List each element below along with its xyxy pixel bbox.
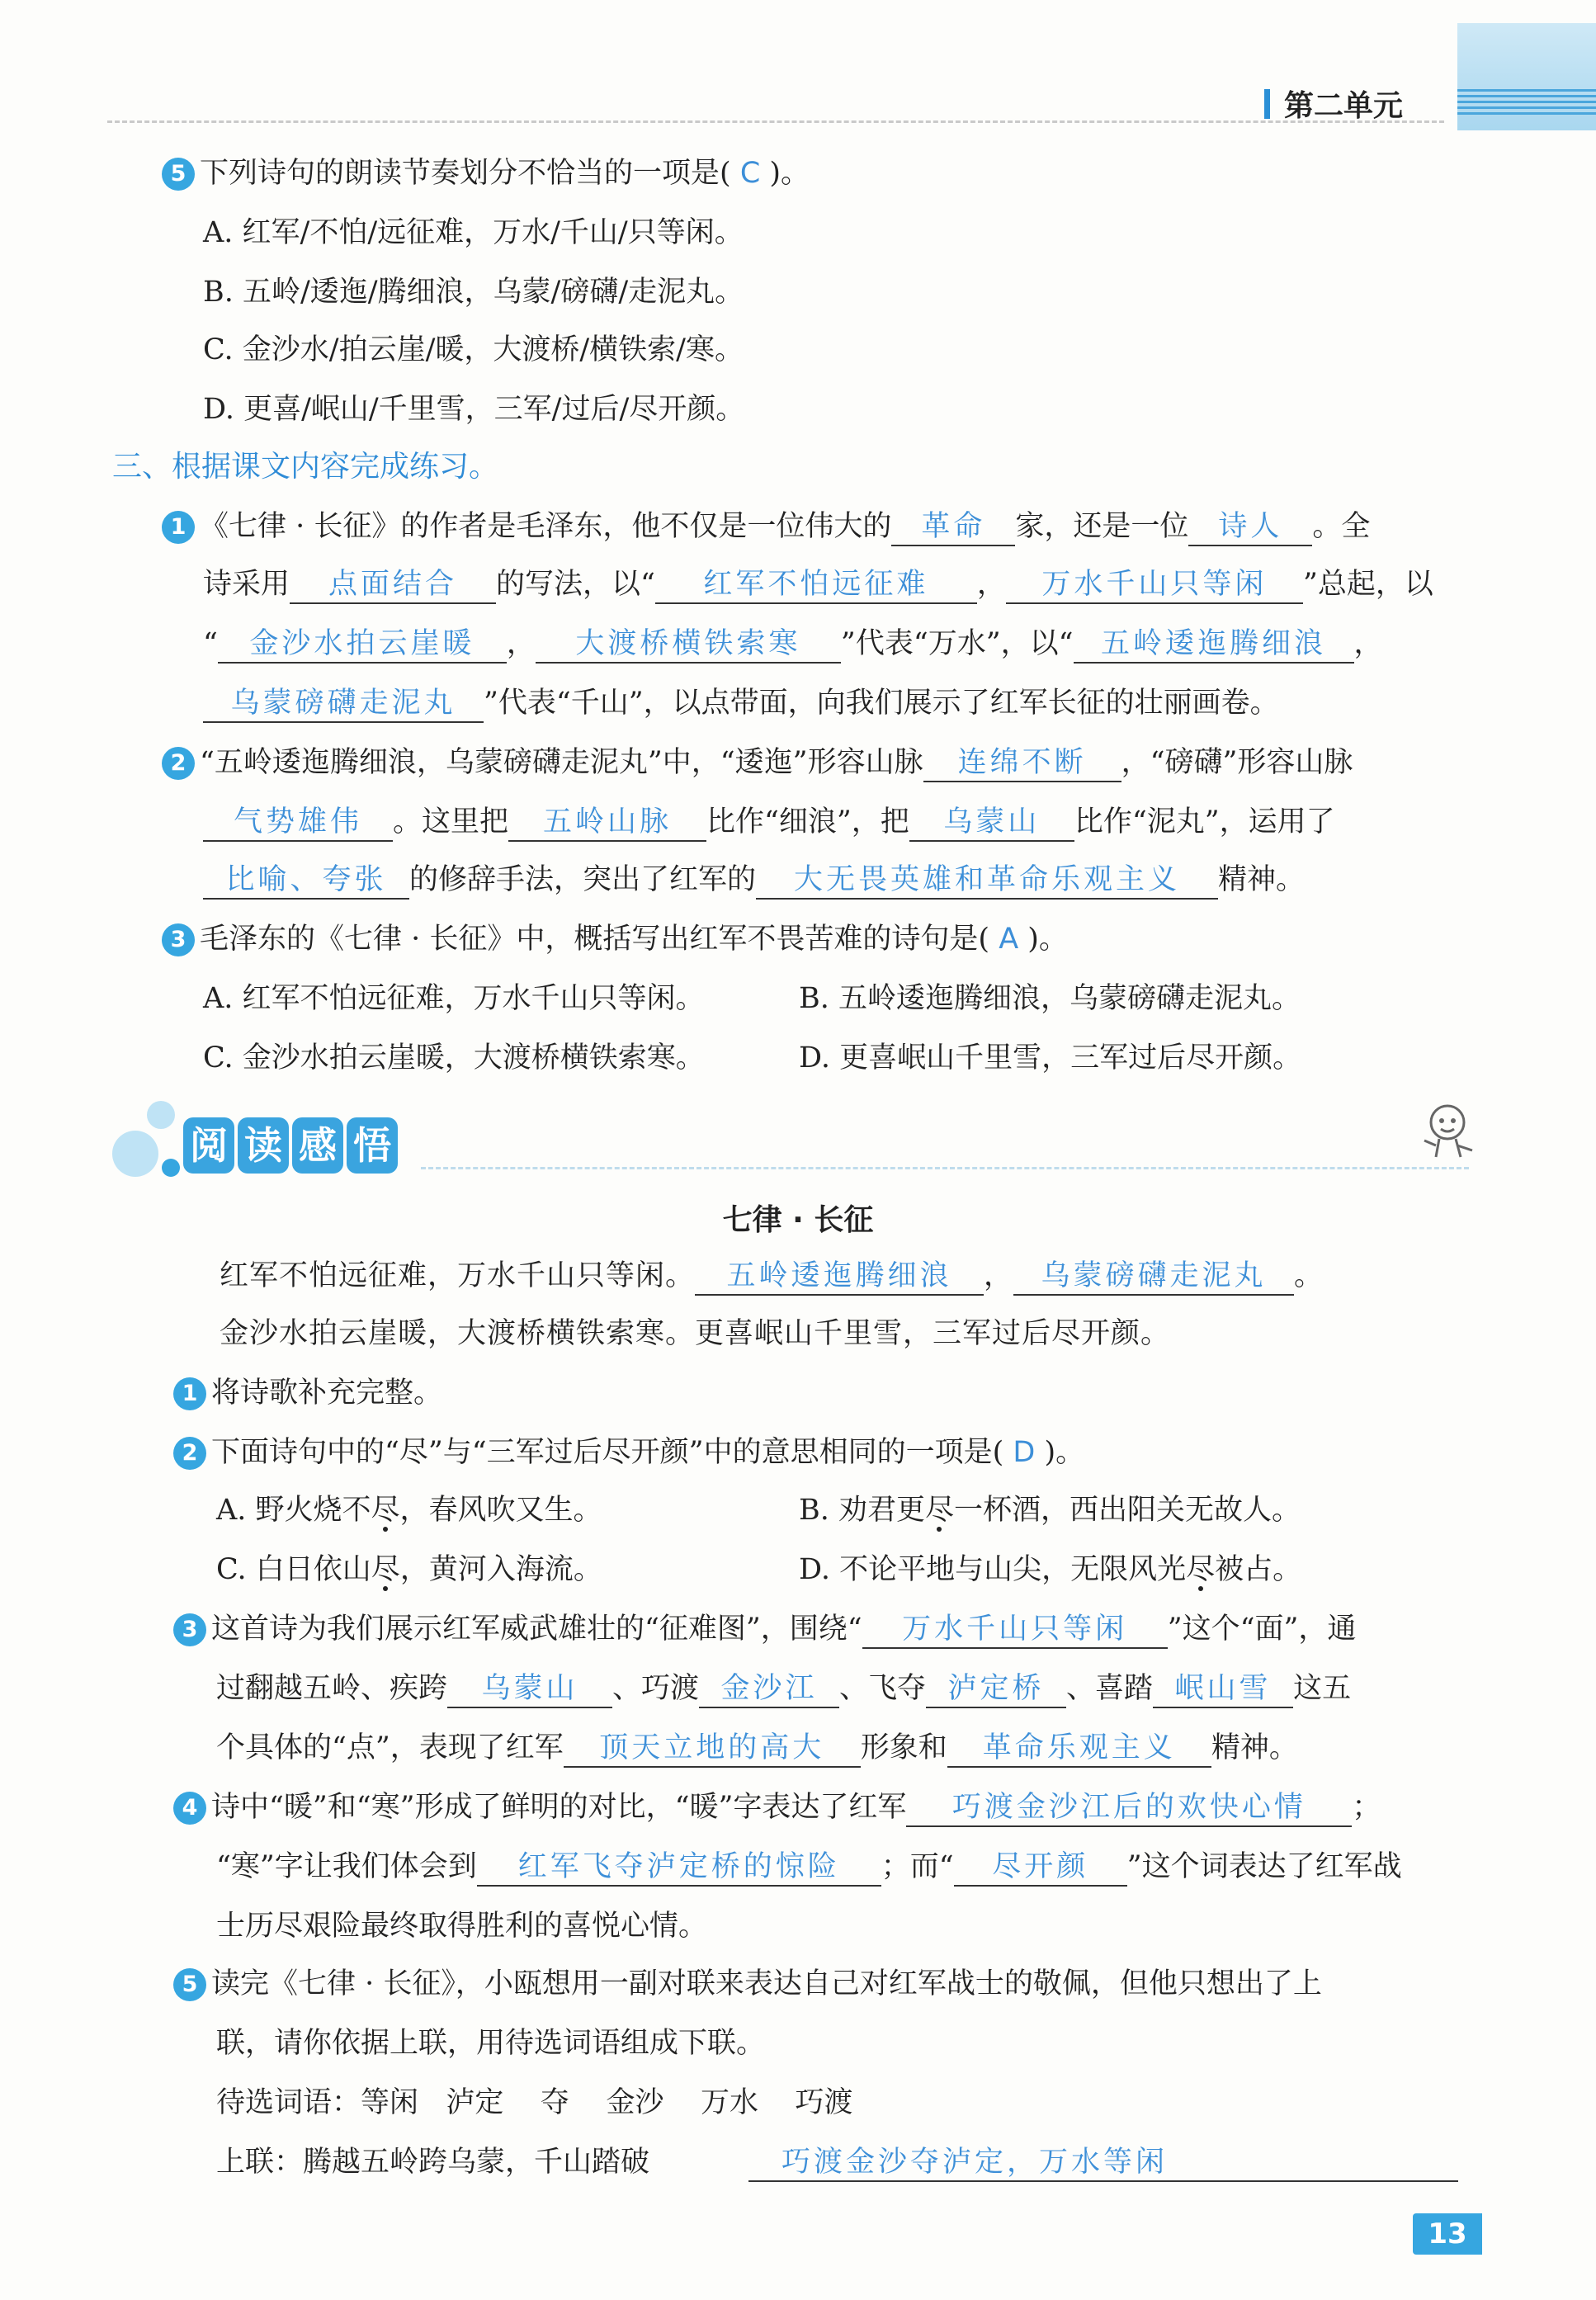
s3-q1-blank5: 万水千山只等闲 <box>1006 566 1303 604</box>
reading-banner <box>183 1117 401 1178</box>
r-q1-number: 1 <box>173 1377 206 1410</box>
s3-q1-text: ， <box>506 627 536 660</box>
s3-q1-blank4: 红军不怕远征难 <box>655 566 977 604</box>
word: 金沙 <box>606 2086 664 2119</box>
s3-q1-number: 1 <box>162 511 195 544</box>
s3-q1-line4 <box>203 683 1279 723</box>
poem-blank1: 五岭逶迤腾细浪 <box>695 1258 984 1296</box>
option-text: A. 野火烧不 <box>216 1494 371 1527</box>
emphasis-char: 尽 <box>371 1494 400 1527</box>
s3-q3-number: 3 <box>162 923 195 956</box>
r-q4-blank1: 巧渡金沙江后的欢快心情 <box>906 1789 1352 1827</box>
s3-q2-blank4: 乌蒙山 <box>909 804 1074 842</box>
poem-line2: 金沙水拍云崖暖，大渡桥横铁索寒。更喜岷山千里雪，三军过后尽开颜。 <box>220 1317 1171 1350</box>
r-q3-blank2: 乌蒙山 <box>447 1670 612 1708</box>
emphasis-char: 尽 <box>371 1553 400 1586</box>
emphasis-char: 尽 <box>1186 1553 1216 1586</box>
r-q3-text: 个具体的“点”，表现了红军 <box>216 1731 564 1764</box>
s3-q1-text: 诗采用 <box>203 568 290 601</box>
poem-text: ， <box>984 1259 1014 1292</box>
s3-q1-text: ， <box>976 568 1006 601</box>
page-number: 13 <box>1413 2213 1482 2255</box>
poem-blank2: 乌蒙磅礴走泥丸 <box>1013 1258 1294 1296</box>
option-text: 一杯酒，西出阳关无故人。 <box>954 1494 1301 1527</box>
banner-char: 感 <box>292 1117 343 1174</box>
s3-q2-text: 。这里把 <box>393 805 509 838</box>
option-text: C. 白日依山 <box>216 1553 371 1586</box>
poem-text: 。 <box>1294 1259 1324 1292</box>
r-q3-text: 精神。 <box>1211 1731 1298 1764</box>
r-q4-text: ；而“ <box>881 1850 954 1883</box>
r-q2-option-c <box>216 1550 602 1589</box>
r-q5-words <box>216 2083 853 2123</box>
s3-q1-line3 <box>203 624 1383 664</box>
s3-q1-text: ”总起，以 <box>1302 568 1433 601</box>
s3-q2-text: “五岭逶迤腾细浪，乌蒙磅礴走泥丸”中，“逶迤”形容山脉 <box>200 746 923 779</box>
s3-q2-number: 2 <box>162 747 195 780</box>
banner-bubble-icon <box>147 1101 175 1129</box>
s3-q1-text: 《七律 · 长征》的作者是毛泽东，他不仅是一位伟大的 <box>200 510 892 543</box>
r-q4-line2 <box>216 1847 1402 1887</box>
s3-q1-blank2: 诗人 <box>1188 508 1312 546</box>
s3-q1-text: ”代表“千山”，以点带面，向我们展示了红军长征的壮丽画卷。 <box>484 687 1279 720</box>
s3-q1-line2 <box>203 564 1433 604</box>
s3-q2-line2 <box>203 802 1335 842</box>
s3-q2-blank2: 气势雄伟 <box>203 804 393 842</box>
r-q4-line3: 士历尽艰险最终取得胜利的喜悦心情。 <box>216 1910 708 1943</box>
r-q4-text: ”这个词表达了红军战 <box>1126 1850 1402 1883</box>
r-q2-option-d <box>799 1550 1301 1589</box>
r-q4-blank2: 红军飞夺泸定桥的惊险 <box>477 1849 881 1887</box>
s3-q1-text: 。全 <box>1312 510 1371 543</box>
r-q3-line1 <box>173 1609 1356 1649</box>
s3-q1-line1 <box>162 507 1370 546</box>
option-text: B. 劝君更 <box>799 1494 925 1527</box>
banner-char: 阅 <box>183 1117 234 1174</box>
option-text: 被占。 <box>1215 1553 1302 1586</box>
lower-couplet-answer: 巧渡金沙夺泸定，万水等闲 <box>748 2144 1458 2182</box>
r-q5-text: 读完《七律 · 长征》，小瓯想用一副对联来表达自己对红军战士的敬佩，但他只想出了上 <box>211 1967 1322 2000</box>
r-q4-text: ； <box>1352 1791 1381 1824</box>
r-q4-text: 诗中“暖”和“寒”形成了鲜明的对比，“暖”字表达了红军 <box>211 1791 907 1824</box>
s3-q2-line1 <box>162 743 1353 782</box>
word: 泸定 <box>446 2086 504 2119</box>
r-q3-text: 、巧渡 <box>612 1672 700 1705</box>
word: 夺 <box>540 2086 569 2119</box>
s3-q3-option-b: B. 五岭逶迤腾细浪，乌蒙磅礴走泥丸。 <box>799 982 1301 1015</box>
r-q2-answer: D <box>1013 1436 1036 1469</box>
q5-number: 5 <box>162 158 195 191</box>
r-q1 <box>173 1373 442 1413</box>
q5-stem <box>162 153 810 193</box>
q5-option-c: C. 金沙水/拍云崖/暖，大渡桥/横铁索/寒。 <box>203 333 744 366</box>
r-q2-close: )。 <box>1044 1436 1085 1469</box>
s3-q1-blank1: 革命 <box>891 508 1015 546</box>
s3-q1-blank9: 乌蒙磅礴走泥丸 <box>203 685 484 723</box>
upper-couplet: 上联：腾越五岭跨乌蒙，千山踏破 <box>216 2146 650 2179</box>
s3-q2-text: 比作“细浪”，把 <box>706 805 909 838</box>
s3-q1-text: ”代表“万水”，以“ <box>840 627 1074 660</box>
s3-q3-option-a: A. 红军不怕远征难，万水千山只等闲。 <box>203 982 705 1015</box>
q5-answer: C <box>739 157 761 190</box>
word: 等闲 <box>361 2086 419 2119</box>
unit-stripes <box>1457 89 1596 116</box>
r-q3-blank1: 万水千山只等闲 <box>862 1611 1168 1649</box>
s3-q3-option-d: D. 更喜岷山千里雪，三军过后尽开颜。 <box>799 1041 1302 1074</box>
r-q3-text: 、飞夺 <box>839 1672 927 1705</box>
q5-stem-text: 下列诗句的朗读节奏划分不恰当的一项是( <box>200 157 731 190</box>
r-q2-stem <box>173 1433 1084 1472</box>
option-text: ，春风吹又生。 <box>399 1494 602 1527</box>
q5-close: )。 <box>769 157 810 190</box>
s3-q2-text: ，“磅礴”形容山脉 <box>1121 746 1353 779</box>
poem-text: 红军不怕远征难，万水千山只等闲。 <box>220 1259 696 1292</box>
r-q5-line2: 联，请你依据上联，用待选词语组成下联。 <box>216 2027 766 2060</box>
s3-q1-blank7: 大渡桥横铁索寒 <box>536 626 841 664</box>
s3-q1-blank3: 点面结合 <box>290 566 496 604</box>
s3-q1-blank6: 金沙水拍云崖暖 <box>218 626 507 664</box>
banner-char: 读 <box>238 1117 289 1174</box>
r-q3-blank4: 泸定桥 <box>926 1670 1066 1708</box>
r-q3-blank3: 金沙江 <box>699 1670 839 1708</box>
option-text: ，黄河入海流。 <box>399 1553 602 1586</box>
r-q2-stem-text: 下面诗句中的“尽”与“三军过后尽开颜”中的意思相同的一项是( <box>211 1436 1004 1469</box>
s3-q2-blank1: 连绵不断 <box>923 744 1121 782</box>
s3-q3-stem <box>162 919 1068 959</box>
r-q3-blank5: 岷山雪 <box>1153 1670 1293 1708</box>
r-q3-line3 <box>216 1728 1298 1768</box>
r-q3-text: 这五 <box>1293 1672 1352 1705</box>
unit-bar <box>1264 89 1270 119</box>
q5-option-d: D. 更喜/岷山/千里雪，三军/过后/尽开颜。 <box>203 393 745 426</box>
s3-q1-text: “ <box>203 627 218 660</box>
s3-q1-text: ， <box>1353 627 1383 660</box>
r-q3-number: 3 <box>173 1613 206 1646</box>
q5-option-b: B. 五岭/逶迤/腾细浪，乌蒙/磅礴/走泥丸。 <box>203 276 744 309</box>
unit-title: 第二单元 <box>1284 89 1404 123</box>
r-q4-line1 <box>173 1788 1381 1827</box>
r-q5-number: 5 <box>173 1968 206 2001</box>
banner-divider <box>421 1167 1469 1169</box>
r-q5-line1 <box>173 1964 1322 2004</box>
words-label: 待选词语： <box>216 2086 361 2119</box>
banner-char: 悟 <box>347 1117 398 1174</box>
r-q2-option-b <box>799 1490 1301 1530</box>
r-q3-line2 <box>216 1669 1351 1708</box>
r-q3-text: ”这个“面”，通 <box>1167 1613 1357 1646</box>
emphasis-char: 尽 <box>924 1494 954 1527</box>
s3-q3-answer: A <box>999 923 1019 956</box>
s3-q2-blank5: 比喻、夸张 <box>203 862 409 900</box>
poem-title: 七律 · 长征 <box>722 1203 874 1237</box>
s3-q2-text: 比作“泥丸”，运用了 <box>1074 805 1335 838</box>
r-q4-number: 4 <box>173 1792 206 1825</box>
s3-q3-stem-text: 毛泽东的《七律 · 长征》中，概括写出红军不畏苦难的诗句是( <box>200 923 990 956</box>
r-q1-text: 将诗歌补充完整。 <box>211 1377 443 1410</box>
s3-q2-blank3: 五岭山脉 <box>508 804 706 842</box>
s3-q2-blank6: 大无畏英雄和革命乐观主义 <box>756 862 1218 900</box>
r-q3-text: 、喜踏 <box>1066 1672 1154 1705</box>
s3-q2-line3 <box>203 860 1305 900</box>
word: 万水 <box>701 2086 759 2119</box>
r-q4-text: “寒”字让我们体会到 <box>216 1850 477 1883</box>
s3-q1-text: 家，还是一位 <box>1015 510 1189 543</box>
q5-option-a: A. 红军/不怕/远征难，万水/千山/只等闲。 <box>203 216 744 249</box>
r-q2-option-a <box>216 1490 602 1530</box>
r-q3-text: 这首诗为我们展示红军威武雄壮的“征难图”，围绕“ <box>211 1613 862 1646</box>
r-q3-text: 过翻越五岭、疾跨 <box>216 1672 448 1705</box>
r-q3-text: 形象和 <box>860 1731 947 1764</box>
banner-bubble-icon <box>162 1159 180 1177</box>
s3-q1-blank8: 五岭逶迤腾细浪 <box>1074 626 1354 664</box>
cartoon-kid-icon <box>1418 1098 1484 1164</box>
r-q2-number: 2 <box>173 1437 206 1470</box>
r-q3-blank6: 顶天立地的高大 <box>564 1730 861 1768</box>
section3-title: 三、根据课文内容完成练习。 <box>112 450 499 484</box>
s3-q3-close: )。 <box>1027 923 1068 956</box>
s3-q2-text: 的修辞手法，突出了红军的 <box>409 863 757 896</box>
r-q3-blank7: 革命乐观主义 <box>947 1730 1211 1768</box>
s3-q2-text: 精神。 <box>1218 863 1306 896</box>
s3-q3-option-c: C. 金沙水拍云崖暖，大渡桥横铁索寒。 <box>203 1041 705 1074</box>
s3-q1-text: 的写法，以“ <box>496 568 655 601</box>
poem-line1 <box>220 1256 1324 1296</box>
banner-bubble-icon <box>112 1131 158 1177</box>
option-text: D. 不论平地与山尖，无限风光 <box>799 1553 1187 1586</box>
r-q5-couplet <box>216 2142 1458 2182</box>
header-divider <box>107 120 1444 123</box>
word: 巧渡 <box>795 2086 853 2119</box>
r-q4-blank3: 尽开颜 <box>954 1849 1127 1887</box>
